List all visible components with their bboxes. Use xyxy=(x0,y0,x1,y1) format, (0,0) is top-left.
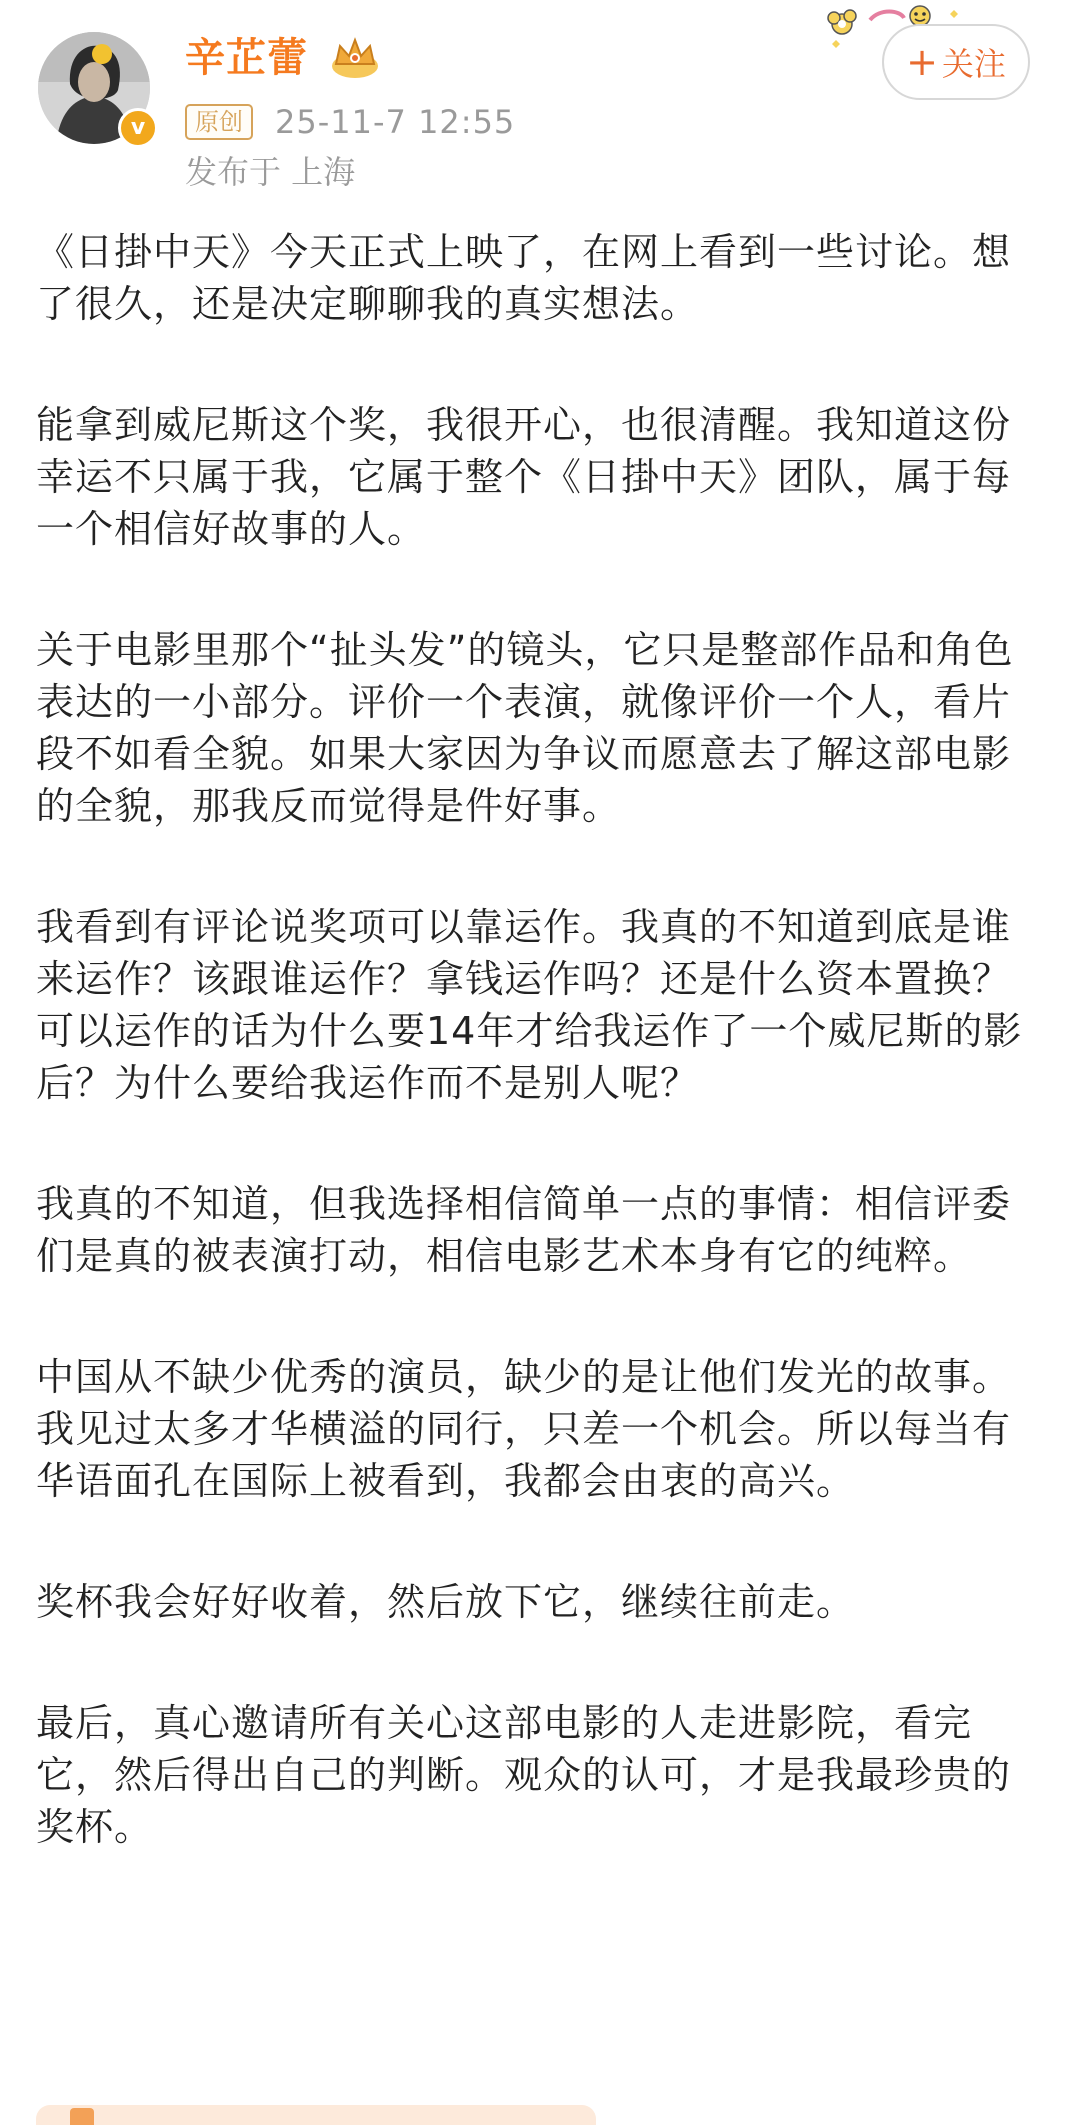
original-badge: 原创 xyxy=(185,104,253,140)
post-body xyxy=(36,226,1036,1922)
verified-badge-icon: v xyxy=(118,108,158,148)
bottom-card-edge xyxy=(36,2105,596,2125)
post-paragraph: 奖杯我会好好收着，然后放下它，继续往前走。 xyxy=(36,1580,856,1624)
post-timestamp: 25-11-7 12:55 xyxy=(275,103,516,141)
post-paragraph: 我看到有评论说奖项可以靠运作。我真的不知道到底是谁来运作？该跟谁运作？拿钱运作吗？还是什么资本置换？可以运作的话为什么要14年才给我运作了一个威尼斯的影后？为什么要给我运作而不是别人呢？ xyxy=(36,905,1023,1105)
post-paragraph: 中国从不缺少优秀的演员，缺少的是让他们发光的故事。我见过太多才华横溢的同行，只差一个机会。所以每当有华语面孔在国际上被看到，我都会由衷的高兴。 xyxy=(36,1355,1012,1503)
crown-icon xyxy=(330,36,380,80)
bottom-card-icon xyxy=(70,2108,94,2125)
follow-button-label: 关注 xyxy=(941,45,1006,83)
post-header xyxy=(0,0,1068,200)
plus-icon: + xyxy=(906,40,938,84)
post-paragraph: 关于电影里那个“扯头发”的镜头，它只是整部作品和角色表达的一小部分。评价一个表演，就像评价一个人，看片段不如看全貌。如果大家因为争议而愿意去了解这部电影的全貌，那我反而觉得是件好事。 xyxy=(36,628,1014,828)
post-paragraph: 能拿到威尼斯这个奖，我很开心，也很清醒。我知道这份幸运不只属于我，它属于整个《日掛中天》团队，属于每一个相信好故事的人。 xyxy=(36,403,1012,551)
username[interactable]: 辛芷蕾 xyxy=(185,35,308,81)
post-paragraph: 我真的不知道，但我选择相信简单一点的事情：相信评委们是真的被表演打动，相信电影艺术本身有它的纯粹。 xyxy=(36,1182,1012,1278)
post-location: 发布于 上海 xyxy=(185,153,356,191)
post-paragraph: 《日掛中天》今天正式上映了，在网上看到一些讨论。想了很久，还是决定聊聊我的真实想法。 xyxy=(36,230,1012,326)
post-meta xyxy=(185,100,515,144)
follow-button[interactable] xyxy=(882,24,1030,100)
post-paragraph: 最后，真心邀请所有关心这部电影的人走进影院，看完它，然后得出自己的判断。观众的认可，才是我最珍贵的奖杯。 xyxy=(36,1701,1012,1849)
